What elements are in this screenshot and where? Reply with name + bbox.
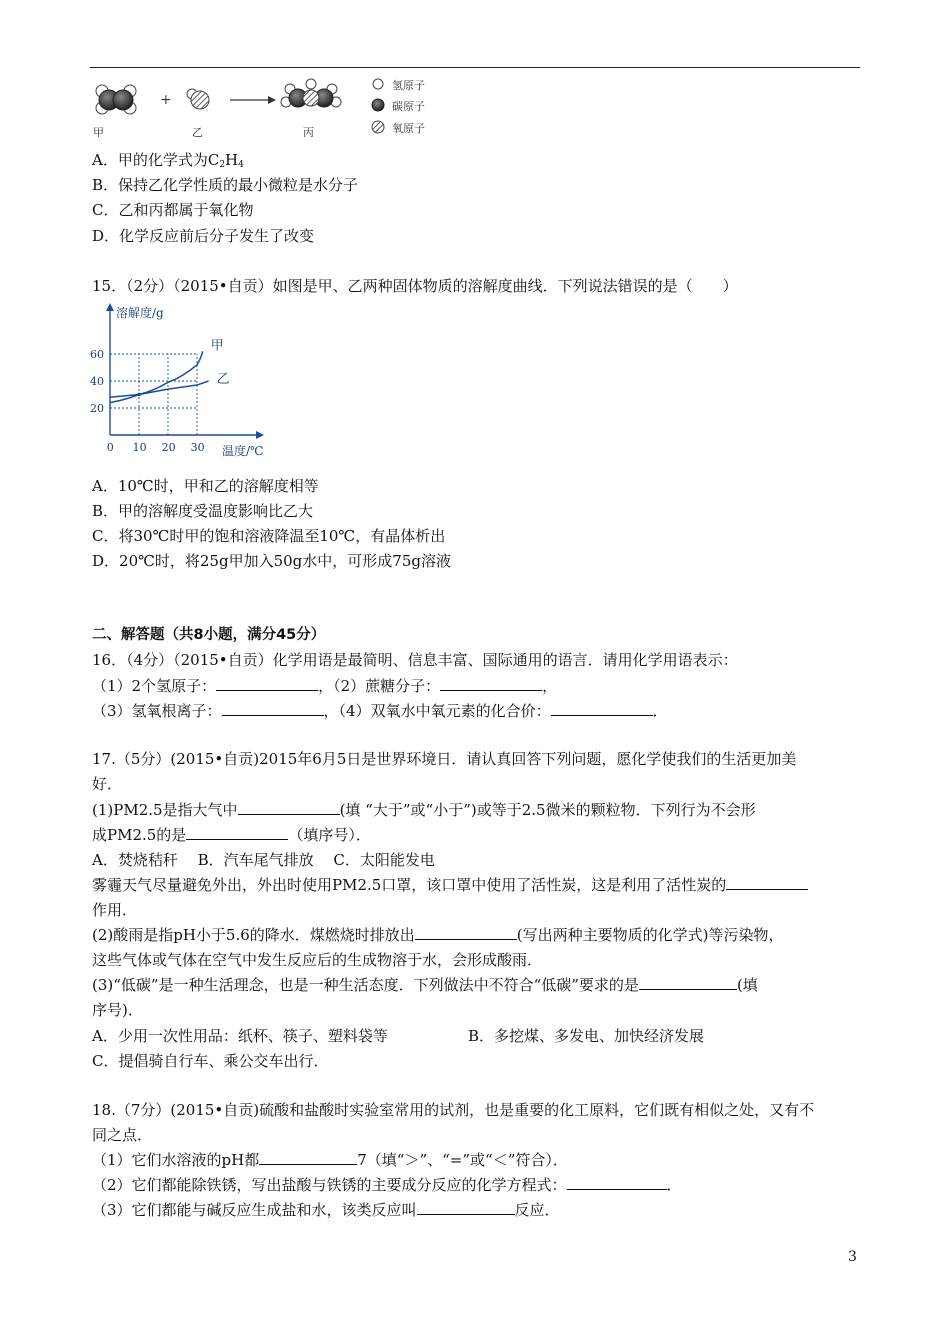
q18-line: （1）它们水溶液的pH都 7（填“＞”、“=”或“＜”符合）．	[92, 1151, 568, 1169]
x-axis-label: 温度/℃	[222, 444, 264, 458]
answer-blank[interactable]	[417, 1200, 515, 1215]
legend-carbon: 碳原子	[392, 100, 425, 113]
x-axis-arrow	[256, 431, 264, 439]
answer-blank[interactable]	[415, 925, 517, 940]
legend-oxygen: 氧原子	[392, 122, 425, 135]
y-tick-label: 40	[90, 375, 104, 388]
answer-blank[interactable]	[567, 1175, 667, 1190]
q14-option-a: A．甲的化学式为$C_2H_4$	[92, 151, 244, 170]
svg-text:+: +	[160, 92, 172, 108]
q18-line: （2）它们都能除铁锈，写出盐酸与铁锈的主要成分反应的化学方程式： ．	[92, 1176, 682, 1194]
q14-option-d: D．化学反应前后分子发生了改变	[92, 227, 315, 245]
q16-line-1: （1）2个氢原子： ，（2）蔗糖分子： ，	[92, 677, 558, 695]
q15-stem: 15．（2分）（2015•自贡）如图是甲、乙两种固体物质的溶解度曲线．下列说法错误的是（ ）	[92, 277, 738, 295]
q17-option-c: C．提倡骑自行车、乘公交车出行．	[92, 1052, 329, 1070]
intersection-point	[137, 393, 141, 397]
reaction-arrow	[230, 96, 276, 104]
answer-blank[interactable]	[726, 875, 808, 890]
q17-line: 雾霾天气尽量避免外出，外出时使用PM2.5口罩，该口罩中使用了活性炭，这是利用了活性炭的	[92, 875, 808, 895]
legend-hydrogen: 氢原子	[392, 79, 425, 92]
q17-line: (3)“低碳”是一种生活理念，也是一种生活态度．下列做法中不符合“低碳”要求的是 (填	[92, 976, 758, 994]
q14-option-c: C．乙和丙都属于氧化物	[92, 201, 254, 219]
answer-blank[interactable]	[440, 676, 542, 691]
y-tick-label: 20	[90, 402, 104, 415]
molecule-jia	[96, 85, 136, 114]
q16-line-2: （3）氢氧根离子： ，（4）双氧水中氧元素的化合价： ．	[92, 702, 668, 720]
label-bing: 丙	[303, 126, 314, 139]
section-heading: 二、解答题（共8小题，满分45分）	[92, 627, 326, 643]
y-axis-label: 溶解度/g	[116, 306, 164, 320]
header-rule	[90, 67, 860, 68]
x-tick-label: 0	[106, 441, 114, 454]
y-axis-arrow	[106, 303, 114, 311]
molecule-bing	[281, 79, 341, 107]
q14-option-b: B．保持乙化学性质的最小微粒是水分子	[92, 176, 359, 194]
page-number: 3	[848, 1249, 857, 1265]
q17-stem: 17.（5分）(2015•自贡)2015年6月5日是世界环境日．请认真回答下列问题，愿化学使我们的生活更加美	[92, 750, 797, 768]
q15-option-d: D．20℃时，将25g甲加入50g水中，可形成75g溶液	[92, 552, 451, 570]
q17-line: (1)PM2.5是指大气中 (填 “大于”或“小于”)或等于2.5微米的颗粒物．下列行为不会形	[92, 801, 756, 819]
q18-line: （3）它们都能与碱反应生成盐和水，该类反应叫 反应．	[92, 1201, 560, 1219]
label-yi: 乙	[192, 126, 203, 139]
answer-blank[interactable]	[186, 825, 288, 840]
q17-line: (2)酸雨是指pH小于5.6的降水．煤燃烧时排放出 (写出两种主要物质的化学式)等污染物，	[92, 926, 784, 944]
q18-stem: 18.（7分）(2015•自贡)硫酸和盐酸时实验室常用的试剂，也是重要的化工原料，它们既有相似之处，又有不	[92, 1101, 815, 1119]
reaction-diagram	[88, 74, 448, 142]
q17-options: A．焚烧秸秆 B．汽车尾气排放 C．太阳能发电	[92, 851, 435, 869]
answer-blank[interactable]	[551, 701, 653, 716]
q15-option-b: B．甲的溶解度受温度影响比乙大	[92, 502, 314, 520]
diagram-legend	[372, 78, 425, 135]
q15-option-a: A．10℃时，甲和乙的溶解度相等	[92, 477, 319, 495]
series-label-yi: 乙	[216, 372, 230, 387]
y-tick-label: 60	[90, 348, 104, 361]
x-tick-label: 30	[190, 441, 205, 454]
q17-option-b: B．多挖煤、多发电、加快经济发展	[468, 1027, 705, 1045]
answer-blank[interactable]	[259, 1150, 357, 1165]
solubility-chart	[88, 303, 278, 461]
q17-line: 好．	[92, 775, 123, 793]
answer-blank[interactable]	[639, 975, 737, 990]
x-tick-label: 20	[161, 441, 176, 454]
q17-line: 序号)．	[92, 1001, 143, 1019]
x-tick-label: 10	[132, 441, 147, 454]
answer-blank[interactable]	[238, 800, 340, 815]
q17-line: 作用．	[92, 901, 138, 919]
q18-line: 同之点．	[92, 1126, 153, 1144]
q17-line: 成PM2.5的是 （填序号）．	[92, 826, 371, 844]
q17-option-a: A．少用一次性用品：纸杯、筷子、塑料袋等	[92, 1027, 388, 1045]
label-jia: 甲	[93, 126, 104, 139]
q17-line: 这些气体或气体在空气中发生反应后的生成物溶于水，会形成酸雨．	[92, 951, 543, 969]
answer-blank[interactable]	[222, 701, 324, 716]
q16-stem: 16．（4分）（2015•自贡）化学用语是最简明、信息丰富、国际通用的语言．请用化学用语表示：	[92, 651, 738, 669]
molecule-yi	[187, 89, 209, 109]
answer-blank[interactable]	[216, 676, 318, 691]
q15-option-c: C．将30℃时甲的饱和溶液降温至10℃，有晶体析出	[92, 527, 446, 545]
series-line-jia	[110, 351, 203, 402]
series-line-yi	[110, 381, 209, 397]
series-label-jia: 甲	[210, 338, 224, 354]
